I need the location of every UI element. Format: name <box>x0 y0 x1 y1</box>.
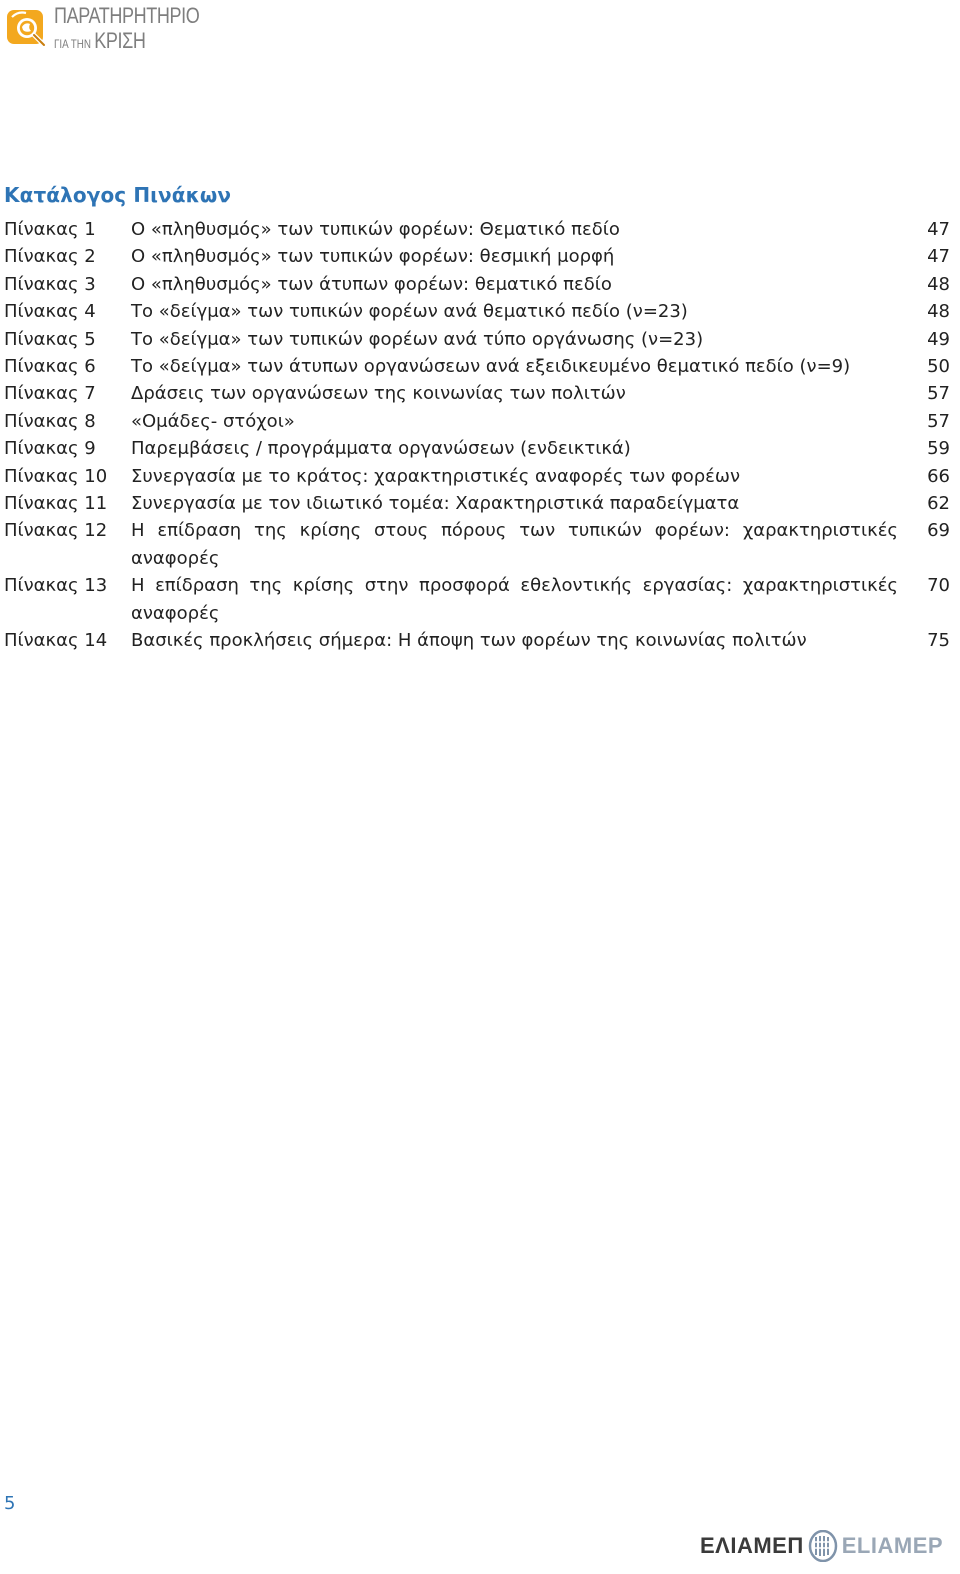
logo-subtitle-big: ΚΡΙΣΗ <box>94 27 146 53</box>
toc-entry[interactable] <box>4 517 950 572</box>
toc-entry-label: Πίνακας 10 <box>4 465 108 487</box>
page-number: 5 <box>4 1493 16 1514</box>
magnifier-globe-icon <box>6 7 48 49</box>
toc-entry-page: 57 <box>927 383 950 405</box>
brand-greek: ΕΛΙΑΜΕΠ <box>700 1533 804 1558</box>
toc-entry-description: Το «δείγμα» των τυπικών φορέων ανά τύπο οργάνωσης (ν=23) <box>131 328 704 350</box>
toc-entry-description: Η επίδραση της κρίσης στους πόρους των τυπικών φορέων: χαρακτηριστικές αναφορές <box>131 520 898 569</box>
logo-subtitle-small: ΓΙΑ ΤΗΝ <box>54 36 91 51</box>
toc-entry-page: 75 <box>927 630 950 652</box>
toc-entry[interactable] <box>4 243 950 270</box>
toc-title: Κατάλογος Πινάκων <box>4 183 232 207</box>
toc-entry[interactable] <box>4 380 950 407</box>
toc-entry-page: 47 <box>927 219 950 240</box>
toc-entry-page: 66 <box>927 465 950 487</box>
toc-entry-label: Πίνακας 4 <box>4 301 96 323</box>
toc-entry-label: Πίνακας 2 <box>4 246 96 268</box>
toc-entry-description: Ο «πληθυσμός» των άτυπων φορέων: θεματικό πεδίο <box>131 273 612 295</box>
toc-entry-page: 50 <box>927 356 950 378</box>
toc-entry[interactable] <box>4 463 950 490</box>
toc-entry-description: Δράσεις των οργανώσεων της κοινωνίας των πολιτών <box>131 383 626 405</box>
toc-entry-label: Πίνακας 5 <box>4 328 96 350</box>
eliamep-logo <box>700 1528 943 1564</box>
toc-entry[interactable] <box>4 408 950 435</box>
toc-entry-label: Πίνακας 8 <box>4 410 96 432</box>
toc-entry[interactable] <box>4 271 950 298</box>
toc-list <box>4 216 950 655</box>
toc-entry-page: 70 <box>927 575 950 597</box>
toc-entry-page: 48 <box>927 273 950 295</box>
toc-entry-label: Πίνακας 13 <box>4 575 108 597</box>
toc-entry-label: Πίνακας 9 <box>4 438 96 460</box>
toc-entry-label: Πίνακας 1 <box>4 219 96 240</box>
observatory-logo <box>6 4 231 52</box>
toc-entry-description: «Ομάδες- στόχοι» <box>131 410 295 432</box>
toc-entry-description: Το «δείγμα» των άτυπων οργανώσεων ανά εξειδικευμένο θεματικό πεδίο (ν=9) <box>131 356 851 378</box>
toc-entry-label: Πίνακας 6 <box>4 356 96 378</box>
eliamep-emblem-icon <box>808 1530 838 1562</box>
toc-entry[interactable] <box>4 627 950 654</box>
toc-entry-description: Συνεργασία με τον ιδιωτικό τομέα: Χαρακτηριστικά παραδείγματα <box>131 493 740 515</box>
toc-entry[interactable] <box>4 353 950 380</box>
toc-entry-description: Η επίδραση της κρίσης στην προσφορά εθελοντικής εργασίας: χαρακτηριστικές αναφορές <box>131 575 898 624</box>
toc-entry[interactable] <box>4 435 950 462</box>
toc-entry[interactable] <box>4 298 950 325</box>
toc-entry-description: Ο «πληθυσμός» των τυπικών φορέων: θεσμική μορφή <box>131 246 615 268</box>
toc-entry-page: 59 <box>927 438 950 460</box>
toc-entry-page: 49 <box>927 328 950 350</box>
toc-entry-label: Πίνακας 7 <box>4 383 96 405</box>
brand-latin: ELIAMEP <box>841 1533 944 1558</box>
toc-entry-page: 48 <box>927 301 950 323</box>
toc-entry[interactable] <box>4 216 950 243</box>
toc-entry[interactable] <box>4 326 950 353</box>
toc-entry-description: Βασικές προκλήσεις σήμερα: Η άποψη των φορέων της κοινωνίας πολιτών <box>131 630 807 652</box>
toc-entry[interactable] <box>4 490 950 517</box>
toc-entry-page: 69 <box>927 520 950 542</box>
toc-entry-label: Πίνακας 3 <box>4 273 96 295</box>
toc-entry-description: Συνεργασία με το κράτος: χαρακτηριστικές αναφορές των φορέων <box>131 465 741 487</box>
toc-entry-description: Παρεμβάσεις / προγράμματα οργανώσεων (ενδεικτικά) <box>131 438 631 460</box>
toc-entry-label: Πίνακας 12 <box>4 520 108 542</box>
logo-title: ΠΑΡΑΤΗΡΗΤΗΡΙΟ <box>54 2 200 28</box>
toc-entry-page: 57 <box>927 410 950 432</box>
toc-entry[interactable] <box>4 572 950 627</box>
toc-entry-label: Πίνακας 11 <box>4 493 108 515</box>
toc-entry-description: Το «δείγμα» των τυπικών φορέων ανά θεματικό πεδίο (ν=23) <box>131 301 688 323</box>
toc-entry-page: 62 <box>927 493 950 515</box>
toc-entry-label: Πίνακας 14 <box>4 630 108 652</box>
toc-entry-page: 47 <box>927 246 950 268</box>
toc-entry-description: Ο «πληθυσμός» των τυπικών φορέων: Θεματικό πεδίο <box>131 219 620 240</box>
